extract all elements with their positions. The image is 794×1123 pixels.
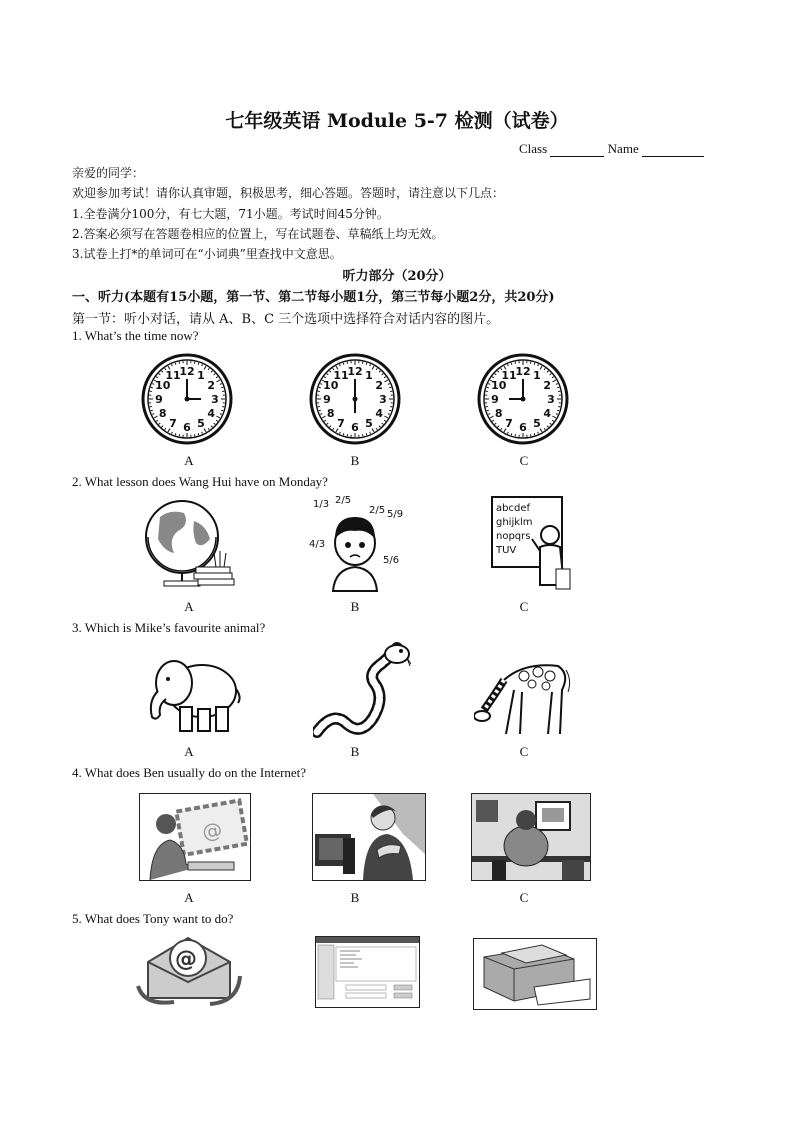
clock-numeral: 9 (323, 393, 331, 406)
math-fraction-1: 1/3 (313, 499, 330, 510)
note-item-1: 1.全卷满分100分，有七大题，71小题。考试时间45分钟。 (72, 207, 389, 221)
clock-numeral: 12 (515, 365, 531, 378)
clock-numeral: 5 (197, 417, 205, 431)
clock-numeral: 6 (351, 421, 359, 434)
clock-numeral: 5 (365, 417, 373, 431)
q4-option-c[interactable]: C (519, 890, 529, 905)
english-board-image (490, 495, 576, 593)
math-fraction-3: 2/5 (369, 505, 386, 516)
clock-a-image (141, 353, 233, 445)
part-one-title: 一、听力(本题有15小题，第一节、第二节每小题1分，第三节每小题2分，共20分) (72, 290, 555, 305)
q4-option-a[interactable]: A (184, 890, 194, 905)
clock-b-image (309, 353, 401, 445)
math-fraction-4: 5/9 (387, 509, 404, 520)
clock-numeral: 4 (543, 407, 552, 420)
file-dialog-screenshot-image (315, 936, 420, 1008)
clock-numeral: 8 (494, 407, 503, 420)
clock-numeral: 4 (207, 407, 216, 420)
clock-numeral: 12 (179, 365, 195, 378)
q1-option-c[interactable]: C (519, 453, 529, 468)
clock-numeral: 1 (197, 368, 205, 382)
question-4: 4. What does Ben usually do on the Internet? (72, 765, 307, 780)
board-line-1: abcdef (496, 503, 530, 514)
clock-numeral: 8 (326, 407, 335, 420)
q3-option-c[interactable]: C (519, 744, 529, 759)
greeting: 亲爱的同学： (72, 166, 145, 180)
question-1: 1. What’s the time now? (72, 328, 199, 343)
clock-numeral: 11 (501, 368, 517, 382)
math-fraction-5: 4/3 (309, 539, 326, 550)
email-envelope-image (134, 932, 244, 1006)
question-3: 3. Which is Mike’s favourite animal? (72, 620, 266, 635)
clock-numeral: 2 (543, 379, 552, 392)
envelope-at-icon: @ (175, 947, 197, 972)
email-at-icon: @ (200, 817, 225, 845)
clock-numeral: 3 (547, 393, 555, 406)
question-2: 2. What lesson does Wang Hui have on Monday? (72, 474, 328, 489)
clock-numeral: 1 (533, 368, 541, 382)
math-fraction-2: 2/5 (335, 495, 352, 506)
question-5: 5. What does Tony want to do? (72, 911, 234, 926)
clock-c-image (477, 353, 569, 445)
q2-option-b[interactable]: B (350, 599, 360, 614)
name-blank[interactable] (642, 156, 704, 157)
clock-numeral: 4 (375, 407, 384, 420)
q2-option-a[interactable]: A (184, 599, 194, 614)
clock-numeral: 3 (211, 393, 219, 406)
board-line-3: nopqrs (496, 531, 531, 542)
giraffe-image (474, 640, 574, 740)
page-title: 七年级英语 Module 5-7 检测（试卷） (225, 110, 569, 132)
clock-numeral: 11 (165, 368, 181, 382)
computer-boy-image (312, 793, 426, 881)
email-user-image (139, 793, 251, 881)
clock-numeral: 10 (155, 379, 171, 392)
printer-image (473, 938, 597, 1010)
q1-option-a[interactable]: A (184, 453, 194, 468)
clock-numeral: 6 (519, 421, 527, 434)
name-label: Name (607, 141, 639, 156)
q1-option-b[interactable]: B (350, 453, 360, 468)
q3-option-b[interactable]: B (350, 744, 360, 759)
math-fraction-6: 5/6 (383, 555, 400, 566)
class-label: Class (519, 141, 548, 156)
clock-numeral: 1 (365, 368, 373, 382)
clock-numeral: 9 (491, 393, 499, 406)
class-name-line (519, 141, 704, 157)
q4-option-b[interactable]: B (350, 890, 360, 905)
clock-numeral: 10 (323, 379, 339, 392)
clock-numeral: 8 (158, 407, 167, 420)
elephant-image (142, 645, 244, 737)
clock-numeral: 2 (375, 379, 384, 392)
intro-text: 欢迎参加考试！请你认真审题，积极思考，细心答题。答题时，请注意以下几点： (72, 186, 505, 200)
note-item-2: 2.答案必须写在答题卷相应的位置上，写在试题卷、草稿纸上均无效。 (72, 227, 444, 241)
snake-image (313, 640, 411, 740)
q2-option-c[interactable]: C (519, 599, 529, 614)
clock-numeral: 11 (333, 368, 349, 382)
note-item-3: 3.试卷上打*的单词可在“小词典”里查找中文意思。 (72, 247, 342, 261)
clock-numeral: 7 (505, 417, 513, 431)
clock-numeral: 10 (491, 379, 507, 392)
desk-computer-image (471, 793, 591, 881)
clock-numeral: 12 (347, 365, 363, 378)
board-line-2: ghijklm (496, 517, 533, 528)
math-boy-image (305, 495, 405, 593)
clock-numeral: 2 (207, 379, 216, 392)
globe-books-image (140, 495, 236, 593)
clock-numeral: 6 (183, 421, 191, 434)
clock-numeral: 5 (533, 417, 541, 431)
clock-numeral: 9 (155, 393, 163, 406)
clock-numeral: 3 (379, 393, 387, 406)
clock-numeral: 7 (337, 417, 345, 431)
listening-section-title: 听力部分（20分） (342, 269, 452, 284)
clock-numeral: 7 (169, 417, 177, 431)
subsection-one: 第一节：听小对话，请从 A、B、C 三个选项中选择符合对话内容的图片。 (72, 312, 500, 327)
q3-option-a[interactable]: A (184, 744, 194, 759)
class-blank[interactable] (550, 156, 604, 157)
board-line-4: TUV (496, 545, 517, 556)
